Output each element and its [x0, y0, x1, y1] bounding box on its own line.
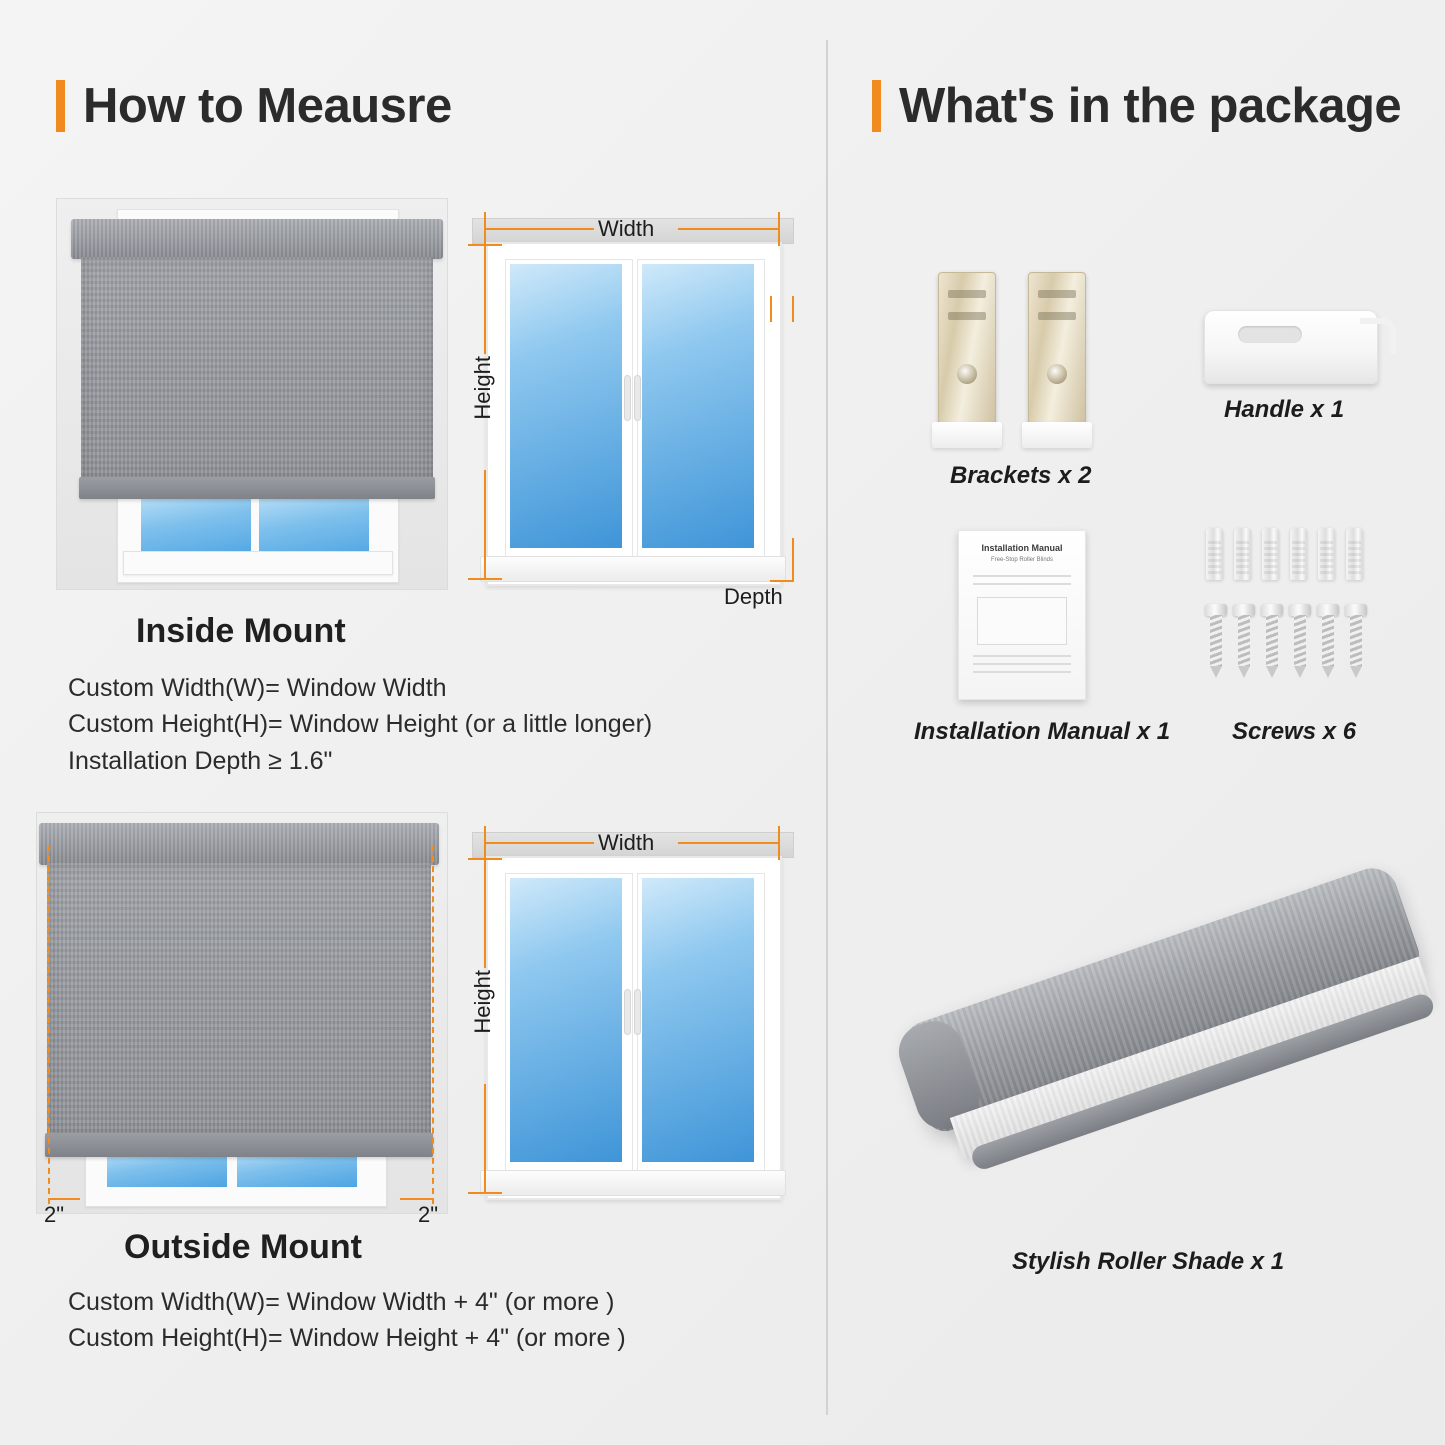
bracket-slot [948, 290, 986, 298]
outside-mount-schematic [462, 812, 802, 1212]
height-tick-bottom [468, 578, 502, 580]
overhang-mark-right [400, 1198, 432, 1200]
overhang-guide-left [48, 846, 50, 1204]
height2-line-top [484, 858, 486, 968]
roller-shade-caption: Stylish Roller Shade x 1 [1012, 1248, 1285, 1275]
bracket-slot [948, 312, 986, 320]
handle-grip [1238, 326, 1302, 343]
width-line-right [678, 228, 778, 230]
photo-bottom-rail [79, 477, 435, 499]
bracket-slot [1038, 290, 1076, 298]
brackets-illustration [938, 272, 1098, 442]
outside-mount-photo [36, 812, 448, 1214]
inside-line-3: Installation Depth ≥ 1.6" [68, 746, 333, 775]
outside-mount-name: Outside Mount [124, 1228, 362, 1266]
height2-label: Height [470, 970, 495, 1034]
photo-glass-right [259, 499, 369, 559]
installation-manual [958, 530, 1086, 700]
bracket-base [1022, 422, 1092, 448]
bracket-hole [957, 364, 977, 384]
column-divider [826, 40, 828, 1415]
schematic2-sill [480, 1170, 786, 1196]
inside-line-1: Custom Width(W)= Window Width [68, 674, 447, 702]
manual-line [973, 655, 1071, 657]
package-heading [872, 78, 1401, 134]
wall-anchor [1318, 528, 1335, 580]
photo-bottom-rail-2 [45, 1133, 433, 1157]
width2-label: Width [598, 830, 655, 855]
width-line-left [484, 228, 594, 230]
handle-tool [1204, 310, 1378, 384]
manual-title: Installation Manual [981, 543, 1063, 553]
overhang-label-right: 2" [418, 1202, 439, 1227]
width2-tick-right [778, 826, 780, 860]
width2-line-left [484, 842, 594, 844]
accent-bar-2 [872, 80, 881, 132]
screw [1264, 604, 1280, 678]
bracket-base [932, 422, 1002, 448]
inside-mount-name: Inside Mount [136, 612, 346, 650]
screw [1348, 604, 1364, 678]
schematic2-glass-left [510, 878, 622, 1162]
bracket-1 [938, 272, 996, 432]
outside-mount-lines [68, 1284, 626, 1357]
depth-tick-b [792, 296, 794, 322]
handle-illustration [1204, 310, 1384, 400]
bracket-hole [1047, 364, 1067, 384]
photo-valance [71, 219, 443, 259]
height2-line-bottom [484, 1084, 486, 1192]
schematic-handle-right [635, 376, 640, 420]
screws-illustration [1206, 528, 1386, 698]
handle-caption: Handle x 1 [1224, 396, 1345, 423]
photo-glass-left [141, 499, 251, 559]
screw [1320, 604, 1336, 678]
inside-line-2: Custom Height(H)= Window Height (or a little longer) [68, 710, 653, 739]
inside-mount-lines [68, 670, 652, 779]
width-label: Width [598, 216, 655, 241]
screws-caption: Screws x 6 [1232, 718, 1357, 745]
depth-label: Depth [724, 584, 783, 609]
schematic-sill [480, 556, 786, 582]
schematic2-handle-left [625, 990, 630, 1034]
height-line-top [484, 244, 486, 354]
wall-anchor [1206, 528, 1223, 580]
overhang-label-left: 2" [44, 1202, 65, 1227]
wall-anchor [1290, 528, 1307, 580]
height2-tick-bottom [468, 1192, 502, 1194]
screw [1208, 604, 1224, 678]
manual-figure-box [977, 597, 1067, 645]
inside-mount-photo [56, 198, 448, 590]
overhang-guide-right [432, 846, 434, 1204]
manual-subtitle: Free-Stop Roller Blinds [990, 557, 1054, 563]
brackets-caption: Brackets x 2 [950, 462, 1092, 489]
photo-shade-fabric-2 [47, 863, 431, 1135]
schematic2-glass-right [642, 878, 754, 1162]
wall-anchor [1262, 528, 1279, 580]
manual-line [973, 663, 1071, 665]
wall-anchor [1234, 528, 1251, 580]
manual-line [973, 671, 1071, 673]
depth-line [770, 580, 794, 582]
bracket-slot [1038, 312, 1076, 320]
outside-line-1: Custom Width(W)= Window Width + 4" (or more ) [68, 1288, 615, 1316]
height-line-bottom [484, 470, 486, 578]
photo-shade-fabric [81, 257, 433, 479]
accent-bar [56, 80, 65, 132]
screw [1236, 604, 1252, 678]
schematic-glass-right [642, 264, 754, 548]
width-tick-right [778, 212, 780, 246]
handle-hook [1360, 318, 1396, 354]
schematic-glass-left [510, 264, 622, 548]
height-label: Height [470, 356, 495, 420]
manual-line [973, 575, 1071, 577]
depth-tick-a [770, 296, 772, 322]
how-to-measure-title: How to Meausre [83, 79, 452, 133]
wall-anchor [1346, 528, 1363, 580]
overhang-mark-left [48, 1198, 80, 1200]
bracket-2 [1028, 272, 1086, 432]
depth-leader [792, 538, 794, 582]
outside-line-2: Custom Height(H)= Window Height + 4" (or more ) [68, 1324, 626, 1353]
roller-shade-illustration [883, 824, 1445, 1277]
manual-line [973, 583, 1071, 585]
package-title: What's in the package [899, 79, 1402, 133]
photo-glass-left-2 [107, 1153, 227, 1187]
manual-caption: Installation Manual x 1 [914, 718, 1171, 745]
photo-sill [123, 551, 393, 575]
how-to-measure-heading [56, 78, 452, 134]
screw [1292, 604, 1308, 678]
photo-valance-2 [39, 823, 439, 865]
inside-mount-schematic [462, 198, 802, 609]
width2-line-right [678, 842, 778, 844]
schematic-handle-left [625, 376, 630, 420]
photo-glass-right-2 [237, 1153, 357, 1187]
schematic2-handle-right [635, 990, 640, 1034]
